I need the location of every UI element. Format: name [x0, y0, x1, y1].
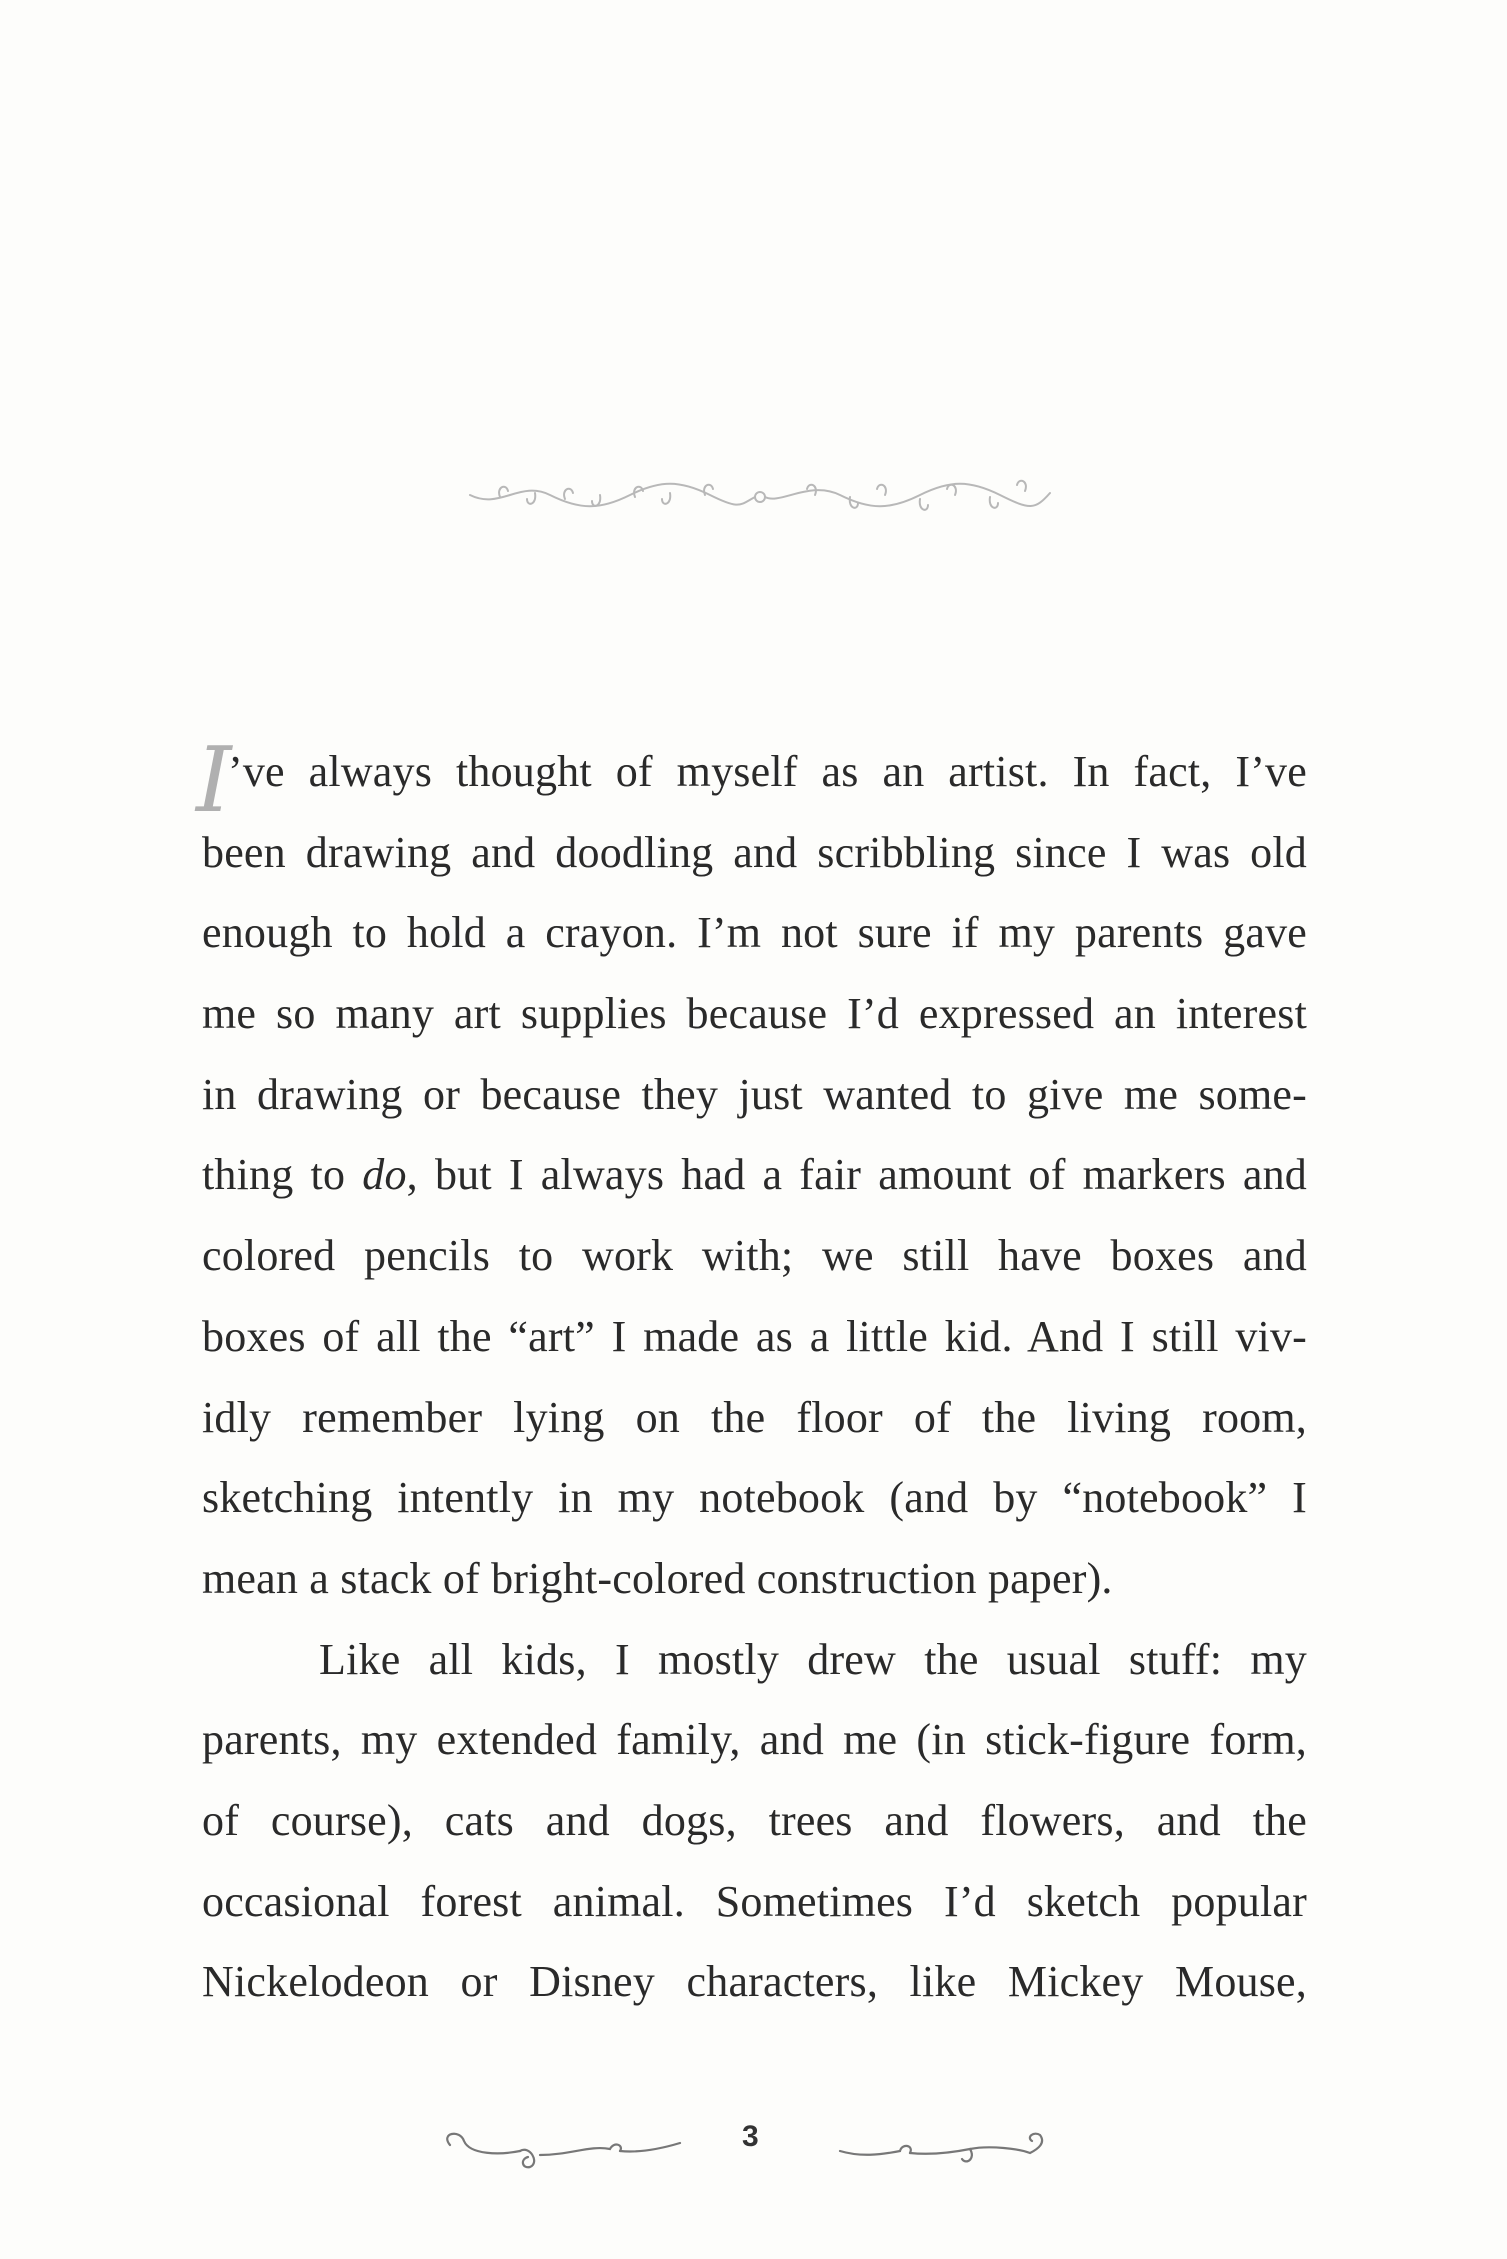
footer-flourish-ornament [430, 2115, 1090, 2185]
page-number: 3 [742, 2120, 759, 2153]
top-flourish-ornament [460, 455, 1060, 535]
text-line: in drawing or because they just wanted to give me some- [202, 1069, 1307, 1119]
text-line: of course), cats and dogs, trees and flowers, and the [202, 1795, 1307, 1845]
body-text [196, 728, 1307, 2023]
text-line: been drawing and doodling and scribbling since I was old [202, 827, 1307, 877]
paragraph-1 [196, 728, 1307, 1620]
text-line: mean a stack of bright-colored construction paper). [202, 1553, 1113, 1603]
text-line: enough to hold a crayon. I’m not sure if my parents gave [202, 908, 1307, 958]
emphasis-word: do [362, 1150, 407, 1200]
text-line: boxes of all the “art” I made as a little kid. And I still viv- [202, 1311, 1307, 1361]
text-line: colored pencils to work with; we still have boxes and [202, 1231, 1307, 1281]
paragraph-2 [202, 1620, 1307, 2023]
text-line: I ’ve always thought of myself as an artist. In fact, I’ve [196, 728, 1307, 833]
text-line: Like all kids, I mostly drew the usual stuff: my [319, 1634, 1307, 1684]
text-line: Nickelodeon or Disney characters, like Mickey Mouse, [202, 1957, 1307, 2007]
text-line: sketching intently in my notebook (and by “notebook” I [202, 1473, 1307, 1523]
text-line: idly remember lying on the floor of the living room, [202, 1392, 1307, 1442]
text-line: parents, my extended family, and me (in stick-figure form, [202, 1715, 1307, 1765]
text-line: me so many art supplies because I’d expressed an interest [202, 989, 1307, 1039]
text-line-with-italic: thing to do, but I always had a fair amount of markers and [202, 1150, 1307, 1200]
text-line: occasional forest animal. Sometimes I’d sketch popular [202, 1876, 1307, 1926]
